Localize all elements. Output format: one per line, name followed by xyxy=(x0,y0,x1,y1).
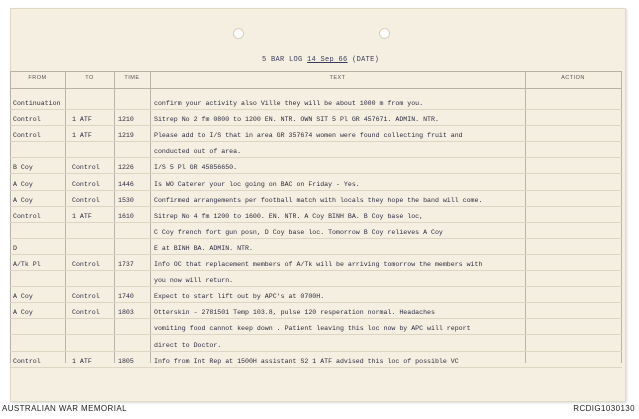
log-table xyxy=(10,71,622,363)
cell-from: Control xyxy=(13,357,41,365)
col-header-time: TIME xyxy=(124,75,140,81)
col-header-text: TEXT xyxy=(329,75,346,81)
cell-time: 1740 xyxy=(118,293,134,301)
cell-text: Sitrep No 2 fm 0800 to 1200 EN. NTR. OWN SIT 5 Pl GR 457671. ADMIN. NTR. xyxy=(154,116,439,124)
cell-to: Control xyxy=(72,180,100,188)
cell-text: C Coy french fort gun posn, D Coy base loc. Tomorrow B Coy relieves A Coy xyxy=(154,228,443,236)
cell-from: Control xyxy=(13,116,41,124)
cell-time: 1737 xyxy=(118,261,134,268)
col-header-to: TO xyxy=(85,75,94,81)
cell-from: A Coy xyxy=(13,309,33,317)
cell-from: B Coy xyxy=(13,164,33,172)
punch-hole xyxy=(233,28,244,39)
col-header-action: ACTION xyxy=(561,75,585,81)
punch-hole xyxy=(379,28,390,39)
cell-text: Info OC that replacement members of A/Tk will be arriving tomorrow the members with xyxy=(154,261,483,268)
cell-to: 1 ATF xyxy=(72,132,92,140)
cell-text: direct to Doctor. xyxy=(154,341,222,349)
cell-text: vomiting food cannot keep down . Patient leaving this loc now by APC will report xyxy=(154,325,471,333)
cell-to: 1 ATF xyxy=(72,116,92,124)
cell-to: Control xyxy=(72,293,100,301)
cell-to: 1 ATF xyxy=(72,212,92,220)
cell-to: Control xyxy=(72,196,100,204)
cell-from: A Coy xyxy=(13,180,33,188)
cell-from: A Coy xyxy=(13,293,33,301)
log-title: 5 BAR LOG xyxy=(262,56,303,64)
cell-text: Sitrep No 4 fm 1200 to 1600. EN. NTR. A Coy BINH BA. B Coy base loc, xyxy=(154,212,424,220)
cell-text: you now will return. xyxy=(154,277,234,285)
cell-time: 1219 xyxy=(118,132,134,140)
cell-from: Control xyxy=(13,132,41,140)
cell-text: confirm your activity also Ville they will be about 1000 m from you. xyxy=(154,100,424,107)
cell-text: Expect to start lift out by APC's at 0700H. xyxy=(154,293,325,301)
cell-to: Control xyxy=(72,309,100,317)
cell-time: 1803 xyxy=(118,309,134,317)
date-caption: (DATE) xyxy=(352,56,380,64)
cell-text: conducted out of area. xyxy=(154,148,242,156)
footer-reference: RCDIG1030130 xyxy=(573,404,635,413)
cell-text: Is WO Caterer your loc going on BAC on Friday - Yes. xyxy=(154,180,360,188)
cell-time: 1805 xyxy=(118,357,134,365)
cell-from: A Coy xyxy=(13,196,33,204)
log-header xyxy=(262,56,379,64)
cell-to: 1 ATF xyxy=(72,357,92,365)
cell-to: Control xyxy=(72,164,100,172)
cell-text: Please add to I/S that in area GR 357674 women were found collecting fruit and xyxy=(154,132,463,140)
cell-time: 1530 xyxy=(118,196,134,204)
log-date: 14 Sep 66 xyxy=(307,56,348,64)
cell-text: Otterskin - 2781501 Temp 103.8, pulse 120 resperation normal. Headaches xyxy=(154,309,435,317)
cell-time: 1210 xyxy=(118,116,134,124)
cell-time: 1226 xyxy=(118,164,134,172)
footer-archive: AUSTRALIAN WAR MEMORIAL xyxy=(2,404,127,413)
cell-from: D xyxy=(13,244,17,252)
cell-from: A/Tk Pl xyxy=(13,261,41,268)
cell-text: I/S 5 Pl GR 45856650. xyxy=(154,164,238,172)
cell-text: Info from Int Rep at 1500H assistant S2 1 ATF advised this loc of possible VC xyxy=(154,357,459,365)
cell-from: Continuation xyxy=(13,100,61,107)
cell-text: Confirmed arrangements per football match with locals they hope the band will come. xyxy=(154,196,483,204)
cell-time: 1446 xyxy=(118,180,134,188)
cell-from: Control xyxy=(13,212,41,220)
cell-text: E at BINH BA. ADMIN. NTR. xyxy=(154,244,253,252)
cell-to: Control xyxy=(72,261,100,268)
cell-time: 1610 xyxy=(118,212,134,220)
col-header-from: FROM xyxy=(28,75,47,81)
